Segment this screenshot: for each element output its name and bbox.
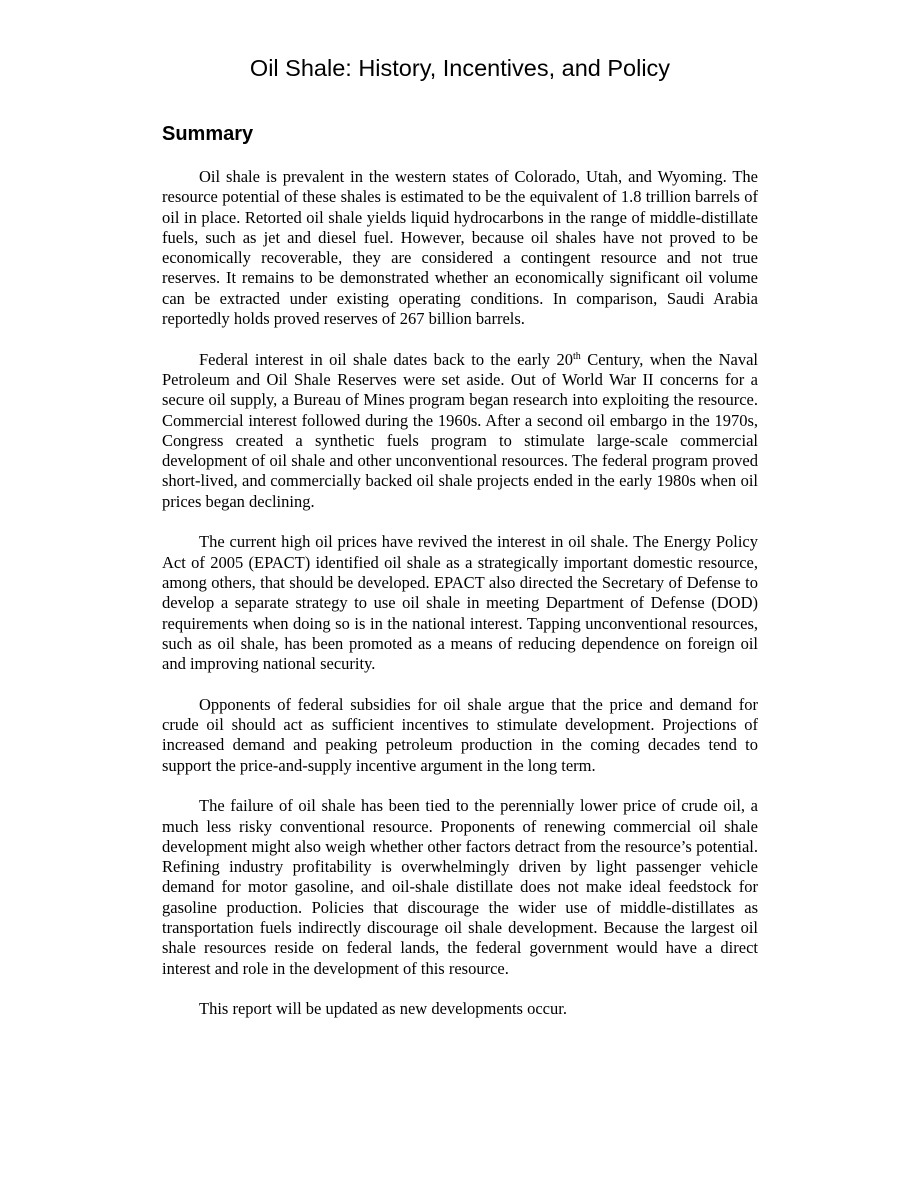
paragraph-resource-overview: Oil shale is prevalent in the western states of Colorado, Utah, and Wyoming. The resource potential of these shales is estimated to be the equivalent of 1.8 trillion barrels of oil in place. Retorted oil shale yields liquid hydrocarbons in the range of middle-distillate fuels, such as jet and diesel fuel. However, because oil shales have not proved to be economically recoverable, they are considered a contingent resource and not true reserves. It remains to be demonstrated whether an economically significant oil volume can be extracted under existing operating conditions. In comparison, Saudi Arabia reportedly holds proved reserves of 267 billion barrels. xyxy=(162,167,758,329)
paragraph-current-interest: The current high oil prices have revived the interest in oil shale. The Energy Policy Act of 2005 (EPACT) identified oil shale as a strategically important domestic resource, among others, that should be developed. EPACT also directed the Secretary of Defense to develop a separate strategy to use oil shale in meeting Department of Defense (DOD) requirements when doing so is in the national interest. Tapping unconventional resources, such as oil shale, has been promoted as a means of reducing dependence on foreign oil and improving national security. xyxy=(162,532,758,674)
summary-body xyxy=(162,167,758,1040)
paragraph-update-note: This report will be updated as new developments occur. xyxy=(199,999,567,1019)
paragraph-federal-history xyxy=(162,350,758,512)
paragraph-failure-factors: The failure of oil shale has been tied to the perennially lower price of crude oil, a much less risky conventional resource. Proponents of renewing commercial oil shale development might also weigh whether other factors detract from the resource’s potential. Refining industry profitability is overwhelmingly driven by light passenger vehicle demand for motor gasoline, and oil-shale distillate does not make ideal feedstock for gasoline production. Policies that discourage the wider use of middle-distillates as transportation fuels indirectly discourage oil shale development. Because the largest oil shale resources reside on federal lands, the federal government would have a direct interest and role in the development of this resource. xyxy=(162,796,758,978)
page-title: Oil Shale: History, Incentives, and Policy xyxy=(249,55,671,81)
paragraph-federal-history-start: Federal interest in oil shale dates back to the early 20 xyxy=(199,349,573,369)
paragraph-federal-history-rest: Century, when the Naval Petroleum and Oil Shale Reserves were set aside. Out of World War II concerns for a secure oil supply, a Bureau of Mines program began research into exploiting the resource. Commercial interest followed during the 1960s. After a second oil embargo in the 1970s, Congress created a synthetic fuels program to stimulate large-scale commercial development of oil shale and other unconventional resources. The federal program proved short-lived, and commercially backed oil shale projects ended in the early 1980s when oil prices began declining. xyxy=(162,349,758,511)
paragraph-opponents: Opponents of federal subsidies for oil shale argue that the price and demand for crude oil should act as sufficient incentives to stimulate development. Projections of increased demand and peaking petroleum production in the coming decades tend to support the price-and-supply incentive argument in the long term. xyxy=(162,694,758,775)
ordinal-suffix: th xyxy=(573,350,581,362)
section-heading-summary: Summary xyxy=(162,123,254,145)
